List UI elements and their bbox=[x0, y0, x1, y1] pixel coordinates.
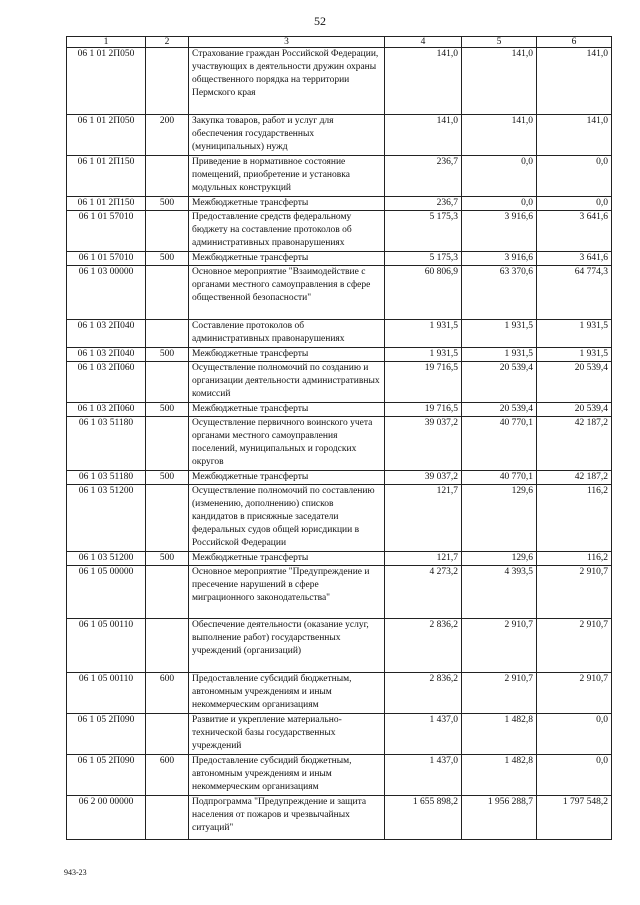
expense-type-cell bbox=[146, 211, 189, 252]
amount-cell-6: 3 641,6 bbox=[537, 252, 612, 266]
amount-cell-5: 2 910,7 bbox=[462, 619, 537, 673]
table-row bbox=[67, 197, 612, 211]
amount-cell-5: 2 910,7 bbox=[462, 673, 537, 714]
table-row bbox=[67, 485, 612, 552]
expense-type-cell: 200 bbox=[146, 115, 189, 156]
code-cell: 06 1 03 2П060 bbox=[67, 362, 146, 403]
header-col-3: 3 bbox=[189, 37, 385, 48]
table-row bbox=[67, 417, 612, 471]
amount-cell-6: 42 187,2 bbox=[537, 471, 612, 485]
name-cell: Межбюджетные трансферты bbox=[189, 471, 385, 485]
amount-cell-6: 0,0 bbox=[537, 156, 612, 197]
code-cell: 06 1 01 2П050 bbox=[67, 48, 146, 115]
expense-type-cell bbox=[146, 619, 189, 673]
amount-cell-4: 2 836,2 bbox=[385, 619, 462, 673]
expense-type-cell: 600 bbox=[146, 673, 189, 714]
amount-cell-5: 141,0 bbox=[462, 115, 537, 156]
expense-type-cell: 500 bbox=[146, 252, 189, 266]
expense-type-cell bbox=[146, 566, 189, 619]
name-cell: Предоставление субсидий бюджетным, автономным учреждениям и иным некоммерческим организациям bbox=[189, 673, 385, 714]
code-cell: 06 1 03 51180 bbox=[67, 471, 146, 485]
expense-type-cell bbox=[146, 362, 189, 403]
expense-type-cell bbox=[146, 266, 189, 320]
amount-cell-4: 19 716,5 bbox=[385, 362, 462, 403]
table-row bbox=[67, 673, 612, 714]
amount-cell-6: 20 539,4 bbox=[537, 362, 612, 403]
expense-type-cell bbox=[146, 714, 189, 755]
name-cell: Обеспечение деятельности (оказание услуг, выполнение работ) государственных учреждений (организаций) bbox=[189, 619, 385, 673]
name-cell: Межбюджетные трансферты bbox=[189, 197, 385, 211]
amount-cell-4: 121,7 bbox=[385, 485, 462, 552]
table-row bbox=[67, 619, 612, 673]
name-cell: Приведение в нормативное состояние помещений, приобретение и установка модульных конструкций bbox=[189, 156, 385, 197]
code-cell: 06 1 05 2П090 bbox=[67, 714, 146, 755]
table-row bbox=[67, 115, 612, 156]
amount-cell-6: 0,0 bbox=[537, 755, 612, 796]
amount-cell-6: 1 797 548,2 bbox=[537, 796, 612, 840]
code-cell: 06 1 01 2П150 bbox=[67, 156, 146, 197]
code-cell: 06 1 05 00110 bbox=[67, 673, 146, 714]
code-cell: 06 1 01 57010 bbox=[67, 252, 146, 266]
amount-cell-4: 19 716,5 bbox=[385, 403, 462, 417]
code-cell: 06 1 05 2П090 bbox=[67, 755, 146, 796]
code-cell: 06 1 01 2П150 bbox=[67, 197, 146, 211]
name-cell: Основное мероприятие "Предупреждение и пресечение нарушений в сфере миграционного законодательства" bbox=[189, 566, 385, 619]
amount-cell-4: 5 175,3 bbox=[385, 252, 462, 266]
amount-cell-6: 1 931,5 bbox=[537, 320, 612, 348]
amount-cell-6: 141,0 bbox=[537, 115, 612, 156]
amount-cell-4: 141,0 bbox=[385, 115, 462, 156]
name-cell: Межбюджетные трансферты bbox=[189, 552, 385, 566]
name-cell: Составление протоколов об административных правонарушениях bbox=[189, 320, 385, 348]
table-row bbox=[67, 211, 612, 252]
amount-cell-5: 4 393,5 bbox=[462, 566, 537, 619]
header-col-1: 1 bbox=[67, 37, 146, 48]
amount-cell-5: 141,0 bbox=[462, 48, 537, 115]
amount-cell-4: 141,0 bbox=[385, 48, 462, 115]
amount-cell-6: 0,0 bbox=[537, 714, 612, 755]
expense-type-cell: 500 bbox=[146, 348, 189, 362]
amount-cell-6: 2 910,7 bbox=[537, 673, 612, 714]
expense-type-cell bbox=[146, 485, 189, 552]
amount-cell-4: 2 836,2 bbox=[385, 673, 462, 714]
amount-cell-5: 3 916,6 bbox=[462, 211, 537, 252]
name-cell: Основное мероприятие "Взаимодействие с органами местного самоуправления в сфере общественной безопасности" bbox=[189, 266, 385, 320]
amount-cell-4: 1 931,5 bbox=[385, 320, 462, 348]
amount-cell-5: 20 539,4 bbox=[462, 403, 537, 417]
code-cell: 06 1 05 00000 bbox=[67, 566, 146, 619]
amount-cell-4: 39 037,2 bbox=[385, 471, 462, 485]
name-cell: Предоставление субсидий бюджетным, автономным учреждениям и иным некоммерческим организациям bbox=[189, 755, 385, 796]
expense-type-cell: 500 bbox=[146, 552, 189, 566]
amount-cell-5: 63 370,6 bbox=[462, 266, 537, 320]
code-cell: 06 1 03 2П060 bbox=[67, 403, 146, 417]
amount-cell-6: 0,0 bbox=[537, 197, 612, 211]
code-cell: 06 1 01 57010 bbox=[67, 211, 146, 252]
expense-type-cell bbox=[146, 796, 189, 840]
amount-cell-6: 3 641,6 bbox=[537, 211, 612, 252]
code-cell: 06 1 01 2П050 bbox=[67, 115, 146, 156]
amount-cell-4: 1 437,0 bbox=[385, 755, 462, 796]
code-cell: 06 1 03 2П040 bbox=[67, 320, 146, 348]
name-cell: Межбюджетные трансферты bbox=[189, 403, 385, 417]
code-cell: 06 1 05 00110 bbox=[67, 619, 146, 673]
amount-cell-6: 64 774,3 bbox=[537, 266, 612, 320]
header-col-5: 5 bbox=[462, 37, 537, 48]
name-cell: Осуществление первичного воинского учета органами местного самоуправления поселений, муниципальных и городских округов bbox=[189, 417, 385, 471]
name-cell: Подпрограмма "Предупреждение и защита населения от пожаров и чрезвычайных ситуаций" bbox=[189, 796, 385, 840]
table-row bbox=[67, 471, 612, 485]
amount-cell-4: 1 931,5 bbox=[385, 348, 462, 362]
amount-cell-6: 2 910,7 bbox=[537, 566, 612, 619]
table-row bbox=[67, 566, 612, 619]
amount-cell-4: 236,7 bbox=[385, 156, 462, 197]
code-cell: 06 1 03 51200 bbox=[67, 552, 146, 566]
expense-type-cell: 500 bbox=[146, 197, 189, 211]
code-cell: 06 1 03 51180 bbox=[67, 417, 146, 471]
amount-cell-6: 141,0 bbox=[537, 48, 612, 115]
amount-cell-4: 4 273,2 bbox=[385, 566, 462, 619]
code-cell: 06 1 03 51200 bbox=[67, 485, 146, 552]
table-row bbox=[67, 796, 612, 840]
name-cell: Межбюджетные трансферты bbox=[189, 252, 385, 266]
amount-cell-5: 0,0 bbox=[462, 197, 537, 211]
amount-cell-4: 39 037,2 bbox=[385, 417, 462, 471]
header-col-6: 6 bbox=[537, 37, 612, 48]
table-row bbox=[67, 156, 612, 197]
amount-cell-5: 40 770,1 bbox=[462, 471, 537, 485]
amount-cell-6: 116,2 bbox=[537, 552, 612, 566]
name-cell: Развитие и укрепление материально-технической базы государственных учреждений bbox=[189, 714, 385, 755]
expense-type-cell: 500 bbox=[146, 403, 189, 417]
table-row bbox=[67, 552, 612, 566]
name-cell: Закупка товаров, работ и услуг для обеспечения государственных (муниципальных) нужд bbox=[189, 115, 385, 156]
amount-cell-5: 1 956 288,7 bbox=[462, 796, 537, 840]
name-cell: Предоставление средств федеральному бюджету на составление протоколов об административных правонарушениях bbox=[189, 211, 385, 252]
name-cell: Осуществление полномочий по составлению (изменению, дополнению) списков кандидатов в присяжные заседатели федеральных судов общей юрисдикции в Российской Федерации bbox=[189, 485, 385, 552]
amount-cell-5: 1 482,8 bbox=[462, 755, 537, 796]
amount-cell-4: 1 655 898,2 bbox=[385, 796, 462, 840]
amount-cell-5: 129,6 bbox=[462, 485, 537, 552]
budget-table bbox=[66, 36, 612, 840]
code-cell: 06 1 03 2П040 bbox=[67, 348, 146, 362]
header-col-2: 2 bbox=[146, 37, 189, 48]
amount-cell-4: 60 806,9 bbox=[385, 266, 462, 320]
code-cell: 06 1 03 00000 bbox=[67, 266, 146, 320]
name-cell: Страхование граждан Российской Федерации, участвующих в деятельности дружин охраны общественного порядка на территории Пермского края bbox=[189, 48, 385, 115]
expense-type-cell bbox=[146, 417, 189, 471]
name-cell: Межбюджетные трансферты bbox=[189, 348, 385, 362]
amount-cell-6: 1 931,5 bbox=[537, 348, 612, 362]
document-code: 943-23 bbox=[64, 868, 87, 877]
expense-type-cell bbox=[146, 48, 189, 115]
expense-type-cell bbox=[146, 320, 189, 348]
table-row bbox=[67, 252, 612, 266]
table-row bbox=[67, 348, 612, 362]
name-cell: Осуществление полномочий по созданию и организации деятельности административных комиссий bbox=[189, 362, 385, 403]
table-row bbox=[67, 362, 612, 403]
table-row bbox=[67, 403, 612, 417]
table-row bbox=[67, 714, 612, 755]
amount-cell-6: 2 910,7 bbox=[537, 619, 612, 673]
amount-cell-5: 1 482,8 bbox=[462, 714, 537, 755]
amount-cell-6: 116,2 bbox=[537, 485, 612, 552]
header-row bbox=[67, 37, 612, 48]
table-row bbox=[67, 48, 612, 115]
amount-cell-6: 20 539,4 bbox=[537, 403, 612, 417]
expense-type-cell: 600 bbox=[146, 755, 189, 796]
amount-cell-6: 42 187,2 bbox=[537, 417, 612, 471]
amount-cell-5: 129,6 bbox=[462, 552, 537, 566]
page-number: 52 bbox=[314, 14, 326, 28]
amount-cell-5: 1 931,5 bbox=[462, 320, 537, 348]
expense-type-cell: 500 bbox=[146, 471, 189, 485]
table-row bbox=[67, 755, 612, 796]
header-col-4: 4 bbox=[385, 37, 462, 48]
amount-cell-5: 1 931,5 bbox=[462, 348, 537, 362]
amount-cell-4: 236,7 bbox=[385, 197, 462, 211]
amount-cell-4: 5 175,3 bbox=[385, 211, 462, 252]
amount-cell-5: 3 916,6 bbox=[462, 252, 537, 266]
amount-cell-5: 0,0 bbox=[462, 156, 537, 197]
table-row bbox=[67, 266, 612, 320]
amount-cell-4: 121,7 bbox=[385, 552, 462, 566]
code-cell: 06 2 00 00000 bbox=[67, 796, 146, 840]
amount-cell-4: 1 437,0 bbox=[385, 714, 462, 755]
expense-type-cell bbox=[146, 156, 189, 197]
amount-cell-5: 40 770,1 bbox=[462, 417, 537, 471]
amount-cell-5: 20 539,4 bbox=[462, 362, 537, 403]
table-row bbox=[67, 320, 612, 348]
